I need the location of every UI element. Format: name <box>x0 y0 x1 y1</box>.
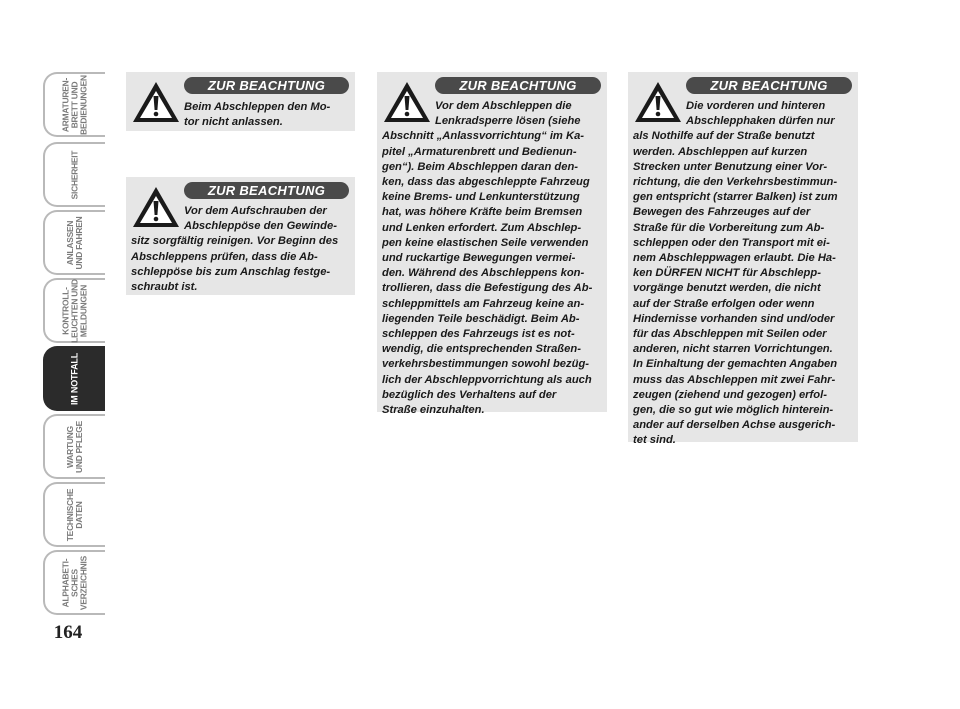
text-line: auf der Straße erfolgen oder wenn <box>633 297 815 310</box>
tab-technische-daten[interactable] <box>43 482 105 547</box>
text-line: gen entspricht (starrer Balken) ist zum <box>633 191 838 204</box>
text-line: Abschleppöse den Gewinde- <box>184 220 337 233</box>
warning-box <box>126 72 355 131</box>
warning-heading: ZUR BEACHTUNG <box>184 182 349 199</box>
tab-label <box>62 553 89 613</box>
tab-label-line: MELDUNGEN <box>78 284 89 337</box>
text-line: vorgänge benutzt werden, die nicht <box>633 282 821 295</box>
text-line: ander auf derselben Achse ausgerich- <box>633 419 836 432</box>
warning-text <box>184 100 352 130</box>
text-line: tor nicht anlassen. <box>184 116 283 129</box>
tab-label-line: SICHERHEIT <box>69 150 80 199</box>
tab-label-line: WARTUNG <box>65 425 75 468</box>
text-line: Hindernisse vorhanden sind und/oder <box>633 312 835 325</box>
text-line: für das Abschleppen mit Seilen oder <box>633 328 827 341</box>
text-line: schleppmittels am Fahrzeug keine an- <box>382 297 585 310</box>
tab-label-line: VERZEICHNIS <box>78 555 89 610</box>
text-line: Abschnitt „Anlassvorrichtung“ im Ka- <box>382 130 585 143</box>
text-line: hat, was höhere Kräfte beim Bremsen <box>382 206 583 219</box>
warning-box <box>377 72 607 417</box>
text-line: Strecken unter Benutzung einer Vor- <box>633 160 828 173</box>
text-line: nem Abschleppwagen erlaubt. Die Ha- <box>633 252 836 265</box>
tab-label <box>71 145 80 205</box>
tab-label-line: ANLASSEN <box>65 220 75 265</box>
tab-wartung[interactable] <box>43 414 105 479</box>
tab-kontrollleuchten[interactable] <box>43 278 105 343</box>
text-line: und Lenken erfordert. Zum Abschlep- <box>382 221 582 234</box>
tab-sicherheit[interactable] <box>43 142 105 207</box>
text-line: anderen, nicht starren Vorrichtungen. <box>633 343 833 356</box>
text-line: Straße für die Vorbereitung zum Ab- <box>633 221 825 234</box>
text-line: Beim Abschleppen den Mo- <box>184 101 331 113</box>
text-line: Bewegen des Fahrzeuges auf der <box>633 206 811 219</box>
tab-label <box>71 349 80 409</box>
tab-label <box>66 417 84 477</box>
text-line: Vor dem Aufschrauben der <box>184 205 327 217</box>
text-line: den. Während des Abschleppens kon- <box>382 267 585 280</box>
tab-label <box>62 75 89 135</box>
text-line: lich der Abschleppvorrichtung als auch <box>382 373 592 386</box>
text-line: als Nothilfe auf der Straße benutzt <box>633 130 815 143</box>
text-line: Vor dem Abschleppen die <box>435 100 572 112</box>
text-line: Abschleppens prüfen, dass die Ab- <box>131 250 318 263</box>
tab-anlassen[interactable] <box>43 210 105 275</box>
tab-label <box>60 278 89 343</box>
tab-label-line: KONTROLL- <box>60 286 71 335</box>
text-line: Die vorderen und hinteren <box>686 100 826 112</box>
warning-heading: ZUR BEACHTUNG <box>435 77 601 94</box>
tab-im-notfall[interactable] <box>43 346 105 411</box>
text-line: tet sind. <box>633 434 676 447</box>
text-line: pitel „Armaturenbrett und Bedienun- <box>382 145 577 158</box>
warning-box <box>628 72 858 447</box>
text-line: keine Brems- und Lenkunterstützung <box>382 191 580 204</box>
tab-verzeichnis[interactable] <box>43 550 105 615</box>
tab-armaturenbrett[interactable] <box>43 72 105 137</box>
tab-label-line: LEUCHTEN UND <box>69 278 80 343</box>
text-line: Straße einzuhalten. <box>382 404 485 417</box>
text-line: schleppöse bis zum Anschlag festge- <box>131 265 331 278</box>
text-line: werden. Abschleppen auf kurzen <box>633 145 808 158</box>
text-line: verkehrsbestimmungen sowohl bezüg- <box>382 358 590 371</box>
warning-heading: ZUR BEACHTUNG <box>184 77 349 94</box>
text-line: gen, die so gut wie möglich hinterein- <box>633 404 834 417</box>
text-line: schraubt ist. <box>131 281 198 294</box>
tab-label-line: BRETT UND <box>69 81 80 128</box>
tab-label-line: BEDIENUNGEN <box>78 74 89 135</box>
warning-text <box>131 204 352 295</box>
tab-label-line: UND FAHREN <box>74 216 84 269</box>
text-line: ken DÜRFEN NICHT für Abschlepp- <box>633 267 821 280</box>
warning-box <box>126 177 355 295</box>
tab-label <box>66 213 84 273</box>
warning-heading: ZUR BEACHTUNG <box>686 77 852 94</box>
tab-label-line: SCHES <box>69 568 80 597</box>
text-line: richtung, die den Verkehrsbestimmun- <box>633 176 838 189</box>
page-number: 164 <box>53 622 83 643</box>
text-line: wendig, die entsprechenden Straßen- <box>382 343 581 356</box>
tab-label-line: ALPHABETI- <box>60 558 71 607</box>
tab-label-line: IM NOTFALL <box>69 352 80 405</box>
text-line: muss das Abschleppen mit zwei Fahr- <box>633 373 836 386</box>
text-line: zeugen (ziehend und gezogen) erfol- <box>633 388 827 401</box>
warning-text <box>633 99 855 449</box>
text-line: liegenden Teile beschädigt. Beim Ab- <box>382 312 580 325</box>
text-line: gen“). Beim Abschleppen daran den- <box>382 160 579 173</box>
warning-triangle-icon <box>131 80 181 124</box>
warning-text <box>382 99 604 418</box>
tab-label-line: ARMATUREN- <box>60 77 71 132</box>
text-line: bezüglich des Verhaltens auf der <box>382 388 557 401</box>
text-line: Abschlepphaken dürfen nur <box>686 115 835 128</box>
text-line: pen keine elastischen Seile verwenden <box>382 236 589 249</box>
tab-label <box>66 485 84 545</box>
text-line: In Einhaltung der gemachten Angaben <box>633 358 838 371</box>
text-line: schleppen des Fahrzeugs ist es not- <box>382 328 575 341</box>
text-line: Lenkradsperre lösen (siehe <box>435 115 581 128</box>
text-line: sitz sorgfältig reinigen. Vor Beginn des <box>131 235 339 248</box>
tab-label-line: UND PFLEGE <box>74 420 84 473</box>
text-line: und ruckartige Bewegungen vermei- <box>382 252 576 265</box>
text-line: ken, dass das abgeschleppte Fahrzeug <box>382 176 590 189</box>
tab-label-line: TECHNISCHE <box>65 488 75 541</box>
text-line: trollieren, dass die Befestigung des Ab- <box>382 282 593 295</box>
tab-label-line: DATEN <box>74 500 84 529</box>
text-line: schleppen oder den Transport mit ei- <box>633 236 830 249</box>
